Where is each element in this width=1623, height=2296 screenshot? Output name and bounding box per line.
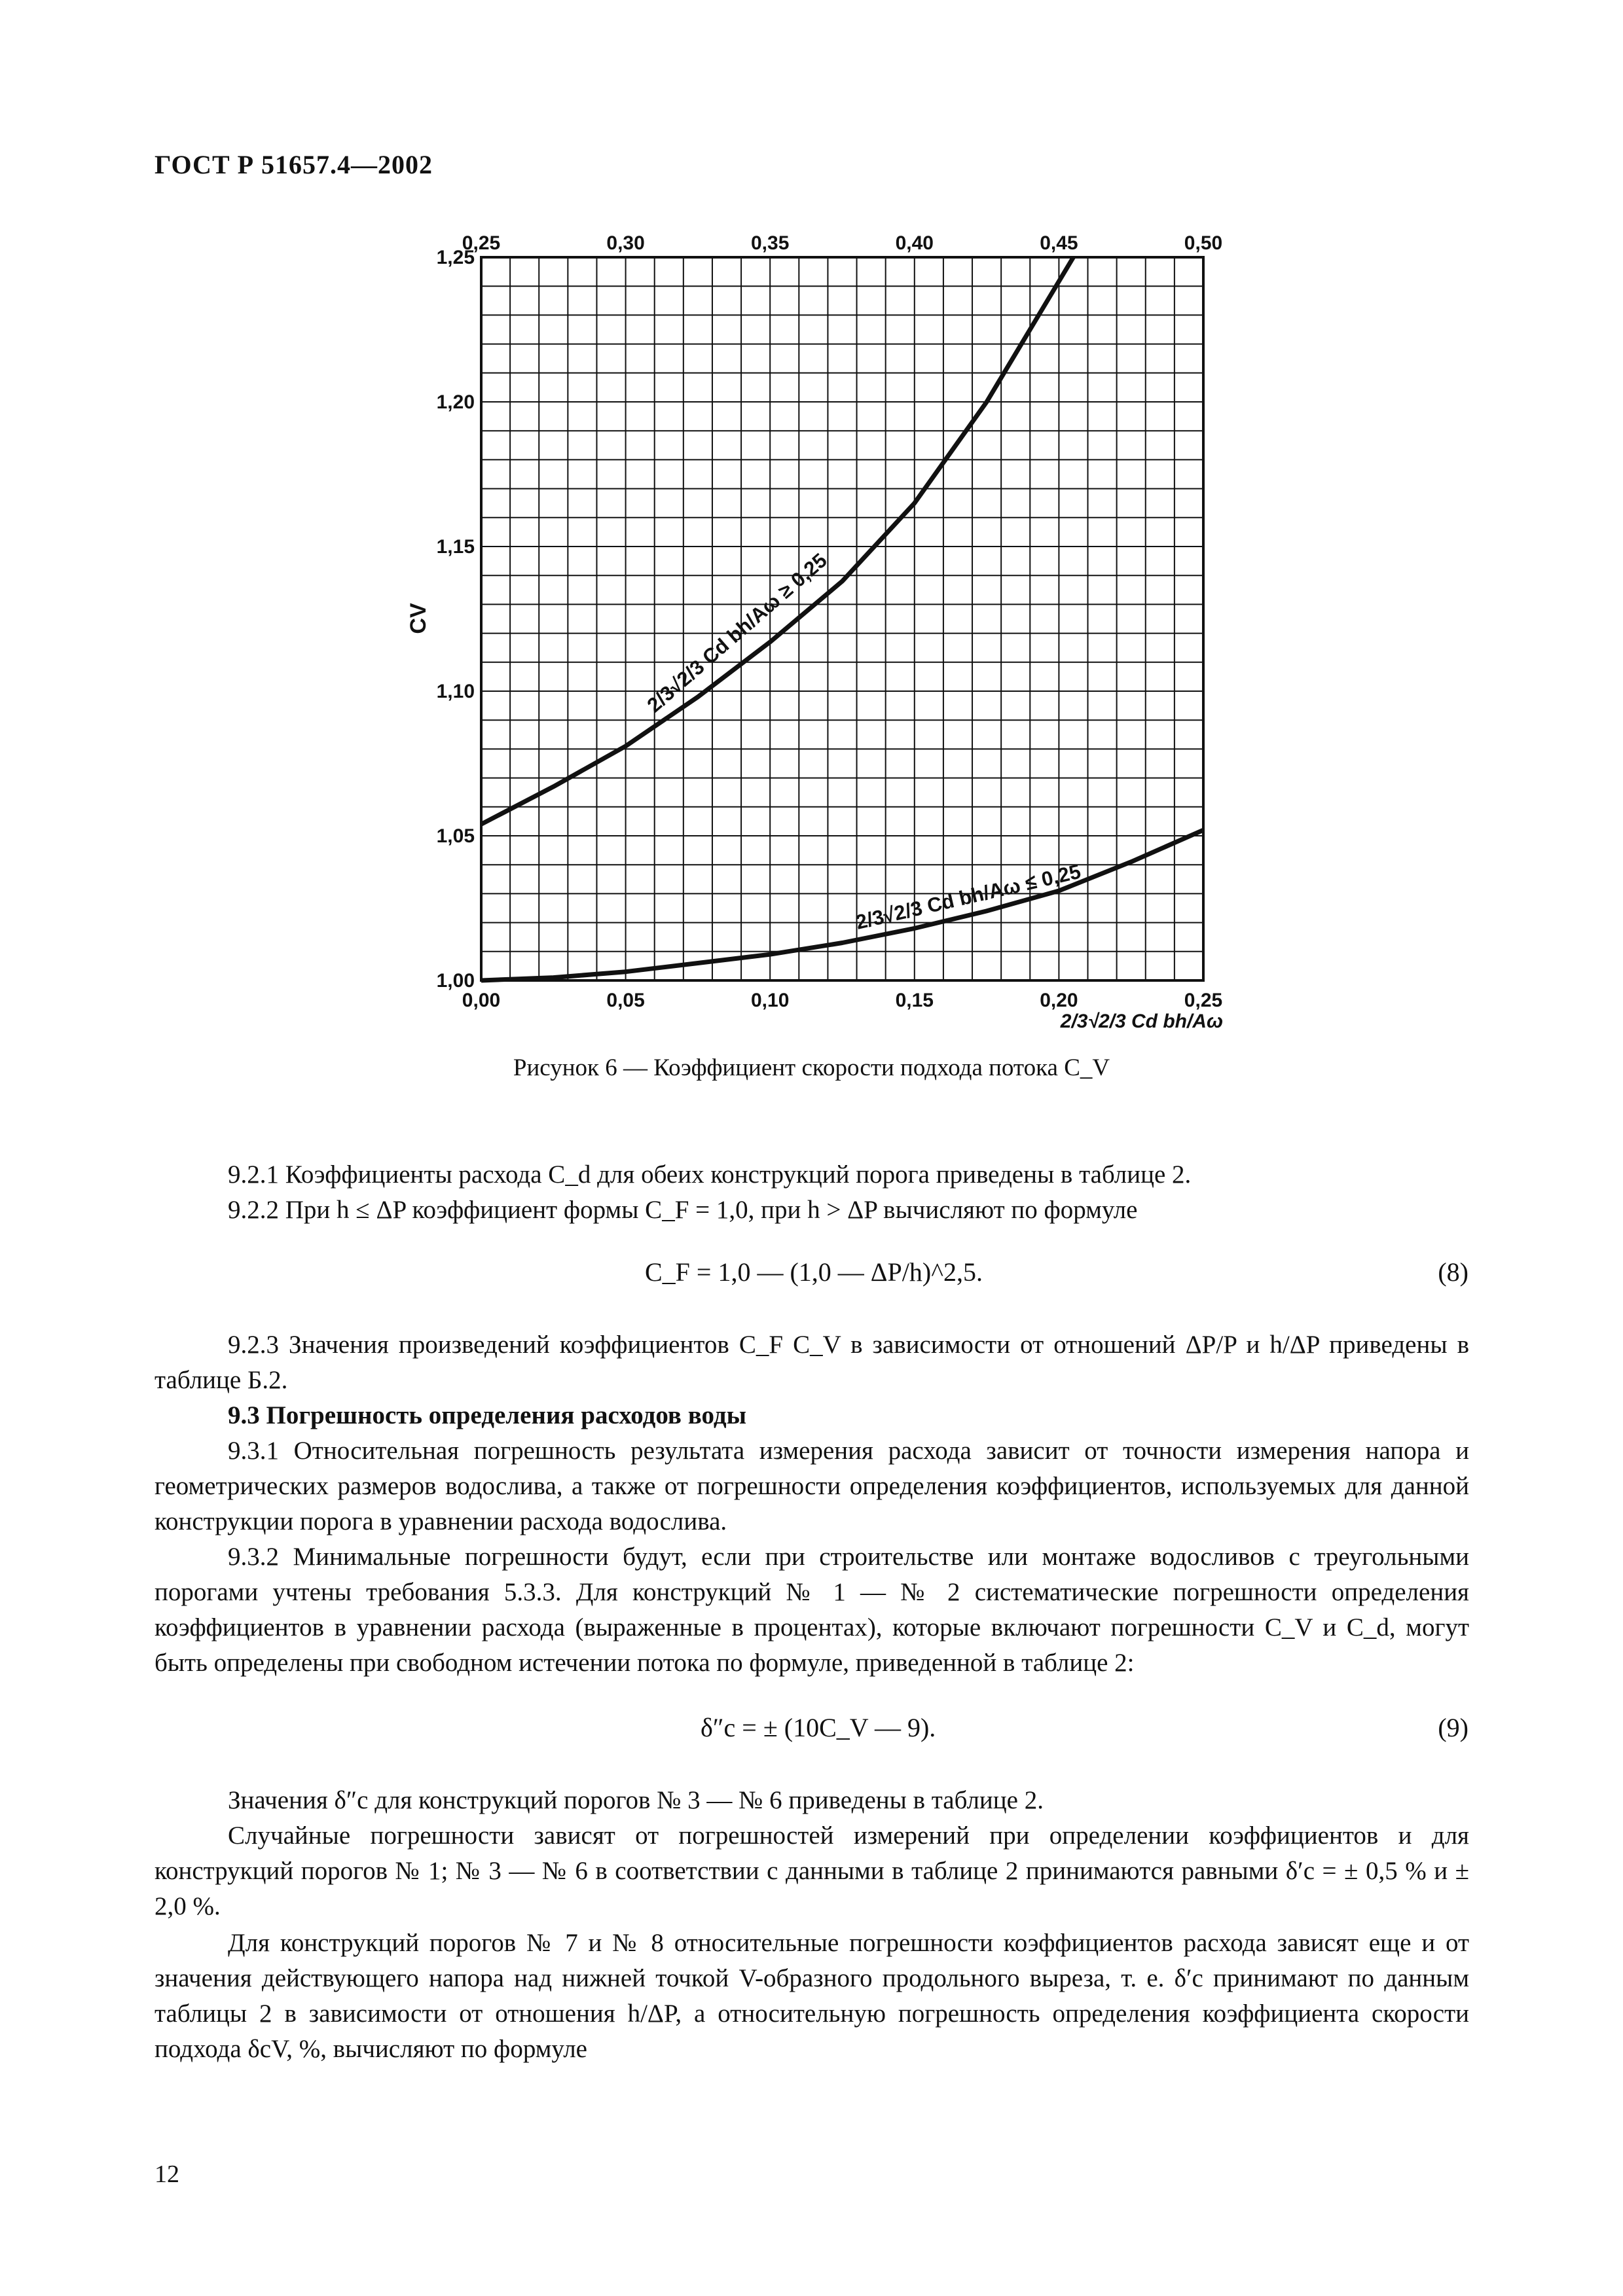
x-top-tick-label: 0,45	[1040, 232, 1078, 254]
plot-border	[481, 257, 1203, 980]
x-bottom-tick-label: 0,10	[751, 990, 790, 1011]
y-tick-label: 1,25	[436, 247, 475, 268]
equation-9-number: (9)	[1438, 1713, 1468, 1742]
y-tick-label: 1,20	[436, 391, 475, 413]
x-top-tick-label: 0,30	[606, 232, 645, 254]
paragraph-9-2-1: 9.2.1 Коэффициенты расхода C_d для обеих конструкций порога приведены в таблице 2.	[228, 1160, 1192, 1189]
series-curve-1	[481, 830, 1203, 980]
series-label-upper: 2/3√2/3 Cd bh/Aω ≥ 0,25	[642, 548, 831, 717]
figure-caption: Рисунок 6 — Коэффициент скорости подхода потока C_V	[513, 1054, 1110, 1081]
x-top-tick-label: 0,35	[751, 232, 790, 254]
equation-8-number: (8)	[1438, 1257, 1468, 1287]
paragraph-9-2-2: 9.2.2 При h ≤ ΔP коэффициент формы C_F = 1,0, при h > ΔP вычисляют по формуле	[228, 1196, 1138, 1224]
x-top-tick-label: 0,40	[895, 232, 934, 254]
section-heading-text: 9.3 Погрешность определения расходов воды	[228, 1401, 747, 1429]
paragraph-9-3-1: 9.3.1 Относительная погрешность результата измерения расхода зависит от точности измерения напора и геометрических размеров водослива, а также от погрешности определения коэффициентов, используемых для данной конструкции порога в уравнении расхода водослива.	[155, 1437, 1469, 1535]
x-axis-label: 2/3√2/3 Cd bh/Aω	[1060, 1011, 1223, 1032]
x-top-tick-label: 0,50	[1184, 232, 1223, 254]
equation-8: C_F = 1,0 — (1,0 — ΔP/h)^2,5.	[645, 1257, 983, 1287]
x-bottom-tick-label: 0,05	[606, 990, 645, 1011]
y-axis-label: CV	[406, 603, 431, 634]
paragraph-9-2-3: 9.2.3 Значения произведений коэффициентов C_F C_V в зависимости от отношений ΔP/P и h/ΔP приведены в таблице Б.2.	[155, 1331, 1469, 1394]
paragraph-values: Значения δ″c для конструкций порогов № 3 — № 6 приведены в таблице 2.	[228, 1786, 1044, 1814]
chart-labels	[406, 548, 1223, 1032]
paragraph-last: Для конструкций порогов № 7 и № 8 относительные погрешности коэффициентов расхода зависят еще и от значения действующего напора над нижней точкой V-образного продольного выреза, т. е. δ′c принимают по данным таблицы 2 в зависимости от отношения h/ΔP, а относительную погрешность определения коэффициента скорости подхода δcV, %, вычисляют по формуле	[155, 1929, 1469, 2063]
x-top-tick-label: 0,25	[462, 232, 501, 254]
cv-chart	[0, 0, 1623, 1060]
chart-grid	[481, 257, 1203, 980]
chart-frame	[481, 257, 1203, 980]
series-curve-2	[481, 257, 1074, 824]
y-tick-label: 1,15	[436, 536, 475, 558]
x-bottom-tick-label: 0,25	[1184, 990, 1223, 1011]
y-tick-label: 1,10	[436, 681, 475, 702]
section-heading-9-3	[155, 1398, 1469, 1433]
y-tick-label: 1,05	[436, 825, 475, 847]
equation-9: δ″c = ± (10C_V — 9).	[701, 1713, 936, 1742]
x-bottom-tick-label: 0,20	[1040, 990, 1078, 1011]
series-label-lower: 2/3√2/3 Cd bh/Aω ≤ 0,25	[853, 859, 1083, 934]
x-bottom-tick-label: 0,00	[462, 990, 501, 1011]
chart-series	[481, 257, 1203, 980]
paragraph-9-3-2: 9.3.2 Минимальные погрешности будут, если при строительстве или монтаже водосливов с треугольными порогами учтены требования 5.3.3. Для конструкций № 1 — № 2 систематические погрешности определения коэффициентов в уравнении расхода (выраженные в процентах), которые включают погрешности C_V и C_d, могут быть определены при свободном истечении потока по формуле, приведенной в таблице 2:	[155, 1543, 1469, 1677]
paragraph-random-errors: Случайные погрешности зависят от погрешностей измерений при определении коэффициентов и для конструкций порогов № 1; № 3 — № 6 в соответствии с данными в таблице 2 принимаются равными δ′c = ± 0,5 % и ± 2,0 %.	[155, 1821, 1469, 1920]
document-header: ГОСТ Р 51657.4—2002	[155, 150, 433, 179]
chart-ticks	[437, 232, 1223, 1011]
y-tick-label: 1,00	[436, 970, 475, 992]
x-bottom-tick-label: 0,15	[895, 990, 934, 1011]
page-number: 12	[155, 2161, 179, 2188]
